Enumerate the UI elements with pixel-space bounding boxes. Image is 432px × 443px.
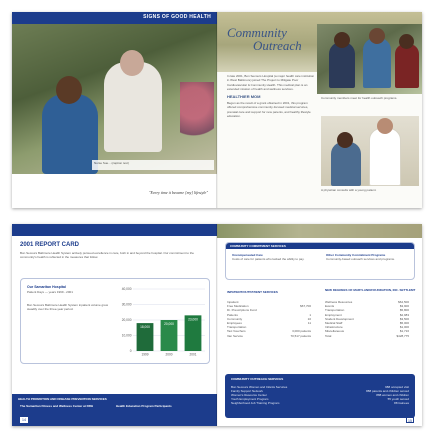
row-value: $3,900 <box>399 304 409 309</box>
photo-caption: Community members meet for health outreach programs. <box>321 96 398 100</box>
row-value: 70,517 patients <box>290 333 311 338</box>
row-value: $5,000 <box>399 321 409 326</box>
box-title: Our Samaritan Hospital <box>27 285 66 289</box>
table-heading-right: NEW DEGREES OF MARYLAND/FOUNDATION, INC. SETTLEMT <box>325 288 416 292</box>
patient-head <box>337 132 353 148</box>
row-value: $3,500 <box>399 316 409 321</box>
photo-caption: A physician consults with a young patient. <box>321 188 377 192</box>
row-label: Family Support Network <box>231 389 264 393</box>
top-left-page <box>12 12 217 208</box>
row-value: 988 occupied visit <box>385 385 409 389</box>
gutter-shadow <box>216 12 218 208</box>
bottom-left-page <box>12 224 217 426</box>
row-label: Neighborhood Job Training Program <box>231 401 280 405</box>
row-label: Women's Resource Center <box>231 393 267 397</box>
table-heading-left: INPATIENT/OUTPATIENT SERVICES <box>227 290 278 294</box>
person-figure <box>395 44 419 88</box>
box-subtitle: Patient Days — years 1999 - 2001 <box>27 290 73 294</box>
row-value: 3,000 patients <box>292 329 311 334</box>
card-column-title: Other Community Commitment Programs <box>326 253 386 257</box>
data-label: 23,000 <box>188 317 198 322</box>
row-label: Employees <box>227 321 242 326</box>
y-tick-label: 30,000 <box>121 302 132 307</box>
row-label: Total <box>325 333 332 338</box>
section-bar <box>12 224 217 236</box>
row-label: Wellness Resources <box>325 300 353 304</box>
footer-column-title: Health Education Program Participants <box>116 404 172 408</box>
commitment-card <box>225 242 415 280</box>
bottom-right-page <box>217 224 422 426</box>
row-value: 11 <box>307 321 311 326</box>
row-label: Medical Staff <box>325 321 343 326</box>
row-value: $5,800 <box>399 308 409 313</box>
row-label: Van Service <box>227 333 243 338</box>
y-tick-label: 0 <box>129 349 132 354</box>
table-row <box>325 334 409 338</box>
doctor-head <box>377 118 393 134</box>
person-figure <box>329 42 355 88</box>
row-value: 10 <box>307 316 311 321</box>
card-column-title: Uncompensated Care <box>232 253 263 257</box>
row-label: Transportation <box>227 325 247 330</box>
x-tick-label: 2001 <box>189 352 197 357</box>
section-bar <box>12 12 217 24</box>
outreach-list <box>231 385 409 405</box>
row-label: Inpatient <box>227 300 239 304</box>
page-title: 2001 REPORT CARD <box>20 242 80 248</box>
bottom-spread <box>12 224 422 426</box>
y-tick-label: 40,000 <box>121 287 132 292</box>
gutter-shadow <box>216 224 218 426</box>
nurse-head <box>120 50 144 76</box>
title-line-1: Community <box>227 25 287 40</box>
row-label: Employment <box>325 312 342 317</box>
y-tick-label: 10,000 <box>121 333 132 338</box>
patient-days-chart <box>117 285 207 361</box>
footer-column-2 <box>116 404 212 408</box>
row-value: $2,983 <box>399 312 409 317</box>
data-label: 18,000 <box>140 325 150 330</box>
title-line-2: Outreach <box>253 38 302 53</box>
row-value: 888 women and children <box>376 393 409 397</box>
row-label: Bon Secours Women and Infants Services <box>231 385 288 389</box>
row-value: $428,775 <box>396 333 409 338</box>
section-heading: HEALTHIER MOM <box>227 94 261 100</box>
top-spread <box>12 12 422 208</box>
body-text-column <box>227 74 315 121</box>
top-right-page <box>217 12 422 208</box>
box-text: Bon Secours Baltimore Health System inpatient volume grew steadily over the three-year period. <box>27 303 109 312</box>
row-label: Free Medication <box>227 304 249 309</box>
card-column-2 <box>326 253 412 261</box>
y-tick-label: 20,000 <box>121 318 132 323</box>
card-column-text: Community-based outreach services and programs. <box>326 257 395 261</box>
row-value: $62,500 <box>398 300 409 304</box>
table-row <box>227 334 311 338</box>
pull-quote: "Every time it became [my] lifestyle" <box>148 190 208 195</box>
patient-figure <box>42 94 98 174</box>
row-label: Events <box>325 304 335 309</box>
row-value: 1 <box>309 312 311 317</box>
person-head <box>334 32 350 48</box>
row-label: Infrastructure <box>325 325 343 330</box>
x-tick-label: 1999 <box>141 352 149 357</box>
footer-column-1 <box>20 404 100 408</box>
table-row <box>231 401 409 405</box>
row-label: Student Development <box>325 316 354 321</box>
row-label: Transportation <box>325 308 345 313</box>
outreach-heading: COMMUNITY OUTREACH SERVICES <box>231 377 284 381</box>
page-number: 15 <box>406 417 414 423</box>
hero-strip <box>217 224 422 238</box>
page-number: 14 <box>20 417 28 423</box>
row-label: Community <box>227 316 243 321</box>
row-label: Patients <box>227 312 238 317</box>
intro-paragraph: Bon Secours Baltimore Health System actively pursued excellence in care, both in and beyond the hospital. Our commitment to the community's health is reflected in the measures that follow. <box>20 251 194 260</box>
row-value: 888 parents and children served <box>366 389 409 393</box>
footer-heading: HEALTH PROMOTION AND DISEASE PREVENTION SERVICES <box>18 397 107 401</box>
patient-days-box <box>20 278 210 364</box>
foundation-list <box>325 300 409 338</box>
row-label: Youth Employment Program <box>231 397 269 401</box>
data-label: 20,000 <box>164 322 174 326</box>
doctor-figure <box>369 128 401 186</box>
group-photo <box>317 24 422 94</box>
body-paragraph: In late 2001, Bon Secours Hospital (a major health care institution in West Baltimore) joined The Project to Mitigate Poor Cardiovascular & Community Health. This medical plan is an extended mission of health and wellness services. <box>227 74 315 91</box>
person-figure <box>363 38 391 88</box>
outreach-band <box>225 374 415 418</box>
doctor-photo <box>321 116 419 186</box>
row-value: $67,700 <box>300 304 311 309</box>
row-value: 55 youth served <box>387 397 409 401</box>
card-column-text: Costs of care for patients who lacked the ability to pay. <box>232 257 305 261</box>
photo-caption: Nurse Sue... (caption text) <box>92 160 214 170</box>
section-label: SIGNS OF GOOD HEALTH <box>143 14 211 20</box>
x-tick-label: 2000 <box>165 352 173 357</box>
patient-figure <box>331 142 361 186</box>
person-head <box>399 34 414 49</box>
footer-column-title: The Samaritan Fitness and Wellness Center at DRH <box>20 404 94 408</box>
person-head <box>369 28 385 44</box>
card-heading: COMMUNITY COMMITMENT SERVICES <box>226 243 414 249</box>
inpatient-list <box>227 300 311 338</box>
footer-band <box>12 394 217 426</box>
row-value: $1,000 <box>399 325 409 330</box>
row-label: Miscellaneous <box>325 329 345 334</box>
body-paragraph: Begun as the result of a grant obtained in 2001, this program offered comprehensive community-focused medical services, prenatal care and support for new parents, and healthy lifestyle education. <box>227 101 311 119</box>
row-value: 88 trainees <box>394 401 409 405</box>
row-value: $1,716 <box>399 329 409 334</box>
row-label: Dr. Prescriptions Fund <box>227 308 257 313</box>
patient-head <box>56 76 82 104</box>
card-column-1 <box>232 253 318 261</box>
row-label: Taxi Vouchers <box>227 329 246 334</box>
nurse-patient-photo <box>12 24 217 174</box>
flower-decoration <box>180 82 214 152</box>
